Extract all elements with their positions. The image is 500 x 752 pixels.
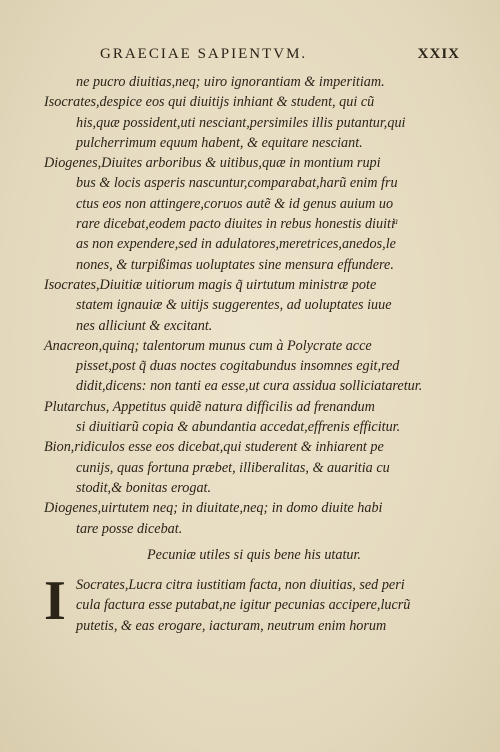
text-line: bus & locis asperis nascuntur,comparabat,harũ enim fru: [76, 175, 398, 192]
text-line: putetis, & eas erogare, iacturam, neutrum enim horum: [76, 617, 387, 634]
running-title: GRAECIAE SAPIENTVM.: [100, 46, 308, 62]
text-line: pisset,post q̃ duas noctes cogitabundus insomnes egit,red: [76, 358, 400, 375]
text-line: ctus eos non attingere,coruos autẽ & id genus auium uo: [76, 195, 394, 212]
body-text: [44, 72, 464, 636]
text-line: statem ignauiæ & uitijs suggerentes, ad uoluptates iuue: [76, 297, 392, 314]
text-line: nes alliciunt & excitant.: [76, 317, 213, 334]
text-line: cunijs, quas fortuna præbet, illiberalitas, & auaritia cu: [76, 459, 390, 476]
text-line: Diogenes,Diuites arboribus & uitibus,quæ in montium rupi: [44, 155, 381, 172]
drop-initial: I: [44, 570, 66, 633]
text-line: Diogenes,uirtutem neq; in diuitate,neq; in domo diuite habi: [44, 500, 383, 517]
text-line: tare posse dicebat.: [76, 520, 183, 537]
text-block-b: [44, 570, 464, 636]
text-line: si diuitiarũ copia & abundantia accedat,effrenis efficitur.: [76, 419, 401, 436]
text-line: Plutarchus, Appetitus quidẽ natura difficilis ad frenandum: [44, 398, 375, 415]
text-line: Isocrates,Diuitiæ uitiorum magis q̃ uirtutum ministræ pote: [44, 276, 377, 293]
text-line: didit,dicens: non tanti ea esse,ut cura assidua solliciataretur.: [76, 378, 423, 395]
text-line: Isocrates,despice eos qui diuitijs inhiant & student, qui cũ: [44, 94, 375, 111]
text-block-a: [44, 72, 464, 539]
text-line: Bion,ridiculos esse eos dicebat,qui studerent & inhiarent pe: [44, 439, 384, 456]
text-line: his,quæ possident,uti nesciant,persimiles illis putantur,qui: [76, 114, 406, 131]
text-line: ne pucro diuitias,neq; uiro ignorantiam & imperitiam.: [76, 74, 385, 90]
text-line: pulcherrimum equum habent, & equitare nesciant.: [76, 134, 363, 151]
section-subheading: Pecuniæ utiles si quis bene his utatur.: [147, 546, 361, 563]
running-header: [100, 46, 460, 63]
folio-number: XXIX: [417, 46, 460, 62]
text-line: cula factura esse putabat,ne igitur pecunias accipere,lucrũ: [76, 597, 411, 614]
text-line: stodit,& bonitas erogat.: [76, 479, 212, 496]
text-line: as non expendere,sed in adulatores,meretrices,anedos,le: [76, 236, 396, 253]
text-line: nones, & turpißimas uoluptates sine mensura effundere.: [76, 256, 394, 273]
text-line: Anacreon,quinq; talentorum munus cum à Polycrate acce: [44, 337, 372, 354]
text-line: rare dicebat,eodem pacto diuites in rebus honestis diuitiͣ: [76, 216, 395, 233]
text-line: Socrates,Lucra citra iustitiam facta, non diuitias, sed peri: [76, 577, 405, 594]
